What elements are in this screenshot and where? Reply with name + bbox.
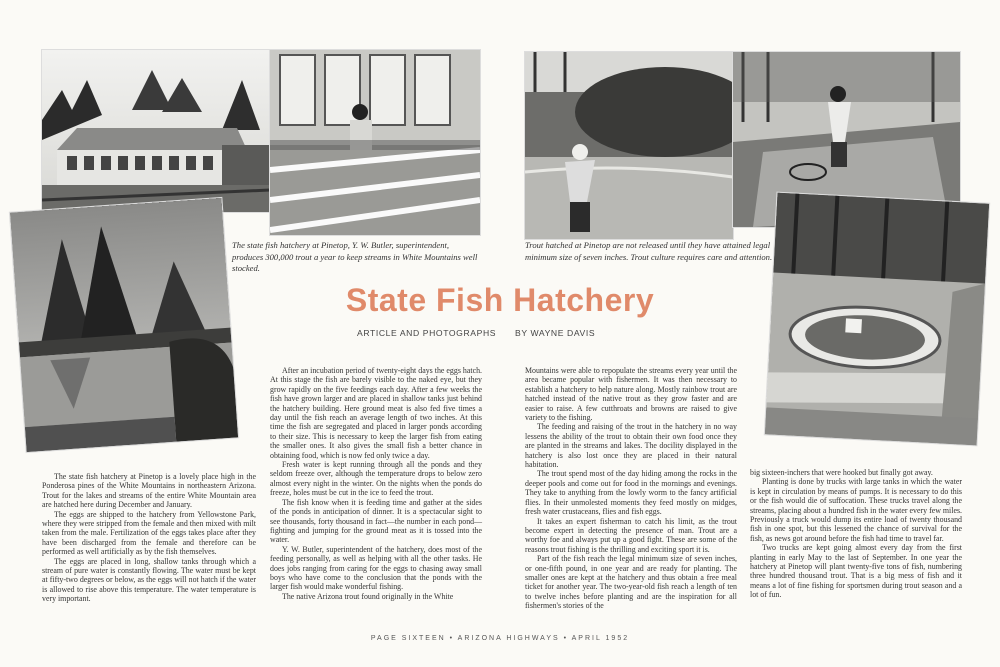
paragraph: Two trucks are kept going almost every day from the first planting in early May to the last of September. In one year the hatchery at Pinetop will plant twenty-five tons of fish, numbering three hundred thousand trout. That is a big mess of fish and it means a lot of fine fishing for sportsmen during trout season and a lot of fun. <box>750 543 962 600</box>
caption-hatchery: The state fish hatchery at Pinetop, Y. W. Butler, superintendent, produces 300,000 trout a year to keep streams in White Mountains well stocked. <box>232 240 478 273</box>
paragraph: big sixteen-inchers that were hooked but finally got away. <box>750 468 933 477</box>
paragraph: The feeding and raising of the trout in the hatchery in no way lessens the ability of the trout to obtain their own food once they are planted in the streams and lakes. The docility displayed in the hatchery is also lost once they are placed in their natural habitation. <box>525 422 737 470</box>
page-footer: PAGE SIXTEEN • ARIZONA HIGHWAYS • APRIL 1952 <box>370 635 630 642</box>
byline-article-photos: ARTICLE AND PHOTOGRAPHS <box>357 328 497 338</box>
paragraph: Y. W. Butler, superintendent of the hatchery, does most of the feeding personally, as well as helping with all the other tasks. He does jobs ranging from caring for the eggs to chasing away small boys who have come to the conclusion that the ponds with the larger fish would make wonderful fishing. <box>270 544 482 592</box>
photo-hatchery-building <box>42 50 270 212</box>
paragraph: It takes an expert fisherman to catch his limit, as the trout become expert in detecting the presence of man. Trout are a worthy foe and always put up a good fight. These are some of the reasons trout fishing is the thrilling and exciting sport it is. <box>525 516 737 554</box>
byline-author: BY WAYNE DAVIS <box>515 328 596 338</box>
photo-indoor-tanks <box>270 50 480 235</box>
photo-circular-pond <box>765 193 989 446</box>
caption-trout: Trout hatched at Pinetop are not released until they have attained legal minimum size of seven inches. Trout culture requires care and attention. <box>525 240 773 262</box>
paragraph: Part of the fish reach the legal minimum size of seven inches, or one-fifth pound, in one year and are ready for planting. The smaller ones are kept at the hatchery and thus obtain a free meal ticket for another year. The two-year-old fish reach a length of ten to twelve inches before planting and are the inspiration for all fishermen's stories of the <box>525 554 737 611</box>
photo-pond-pines <box>10 198 238 452</box>
paragraph: Mountains were able to repopulate the streams every year until the area became popular with fishermen. It was then necessary to establish a hatchery to help nature along. Mostly rainbow trout are hatched instead of the native trout as they grow faster and are easier to raise. A few cutthroats and browns are raised to give variety to the fishing. <box>525 366 737 423</box>
paragraph: Planting is done by trucks with large tanks in which the water is kept in circulation by means of pumps. It is necessary to do this or the fish would die of suffocation. These trucks travel along the streams, placing about a hundred fish in the water every few miles. Previously a truck would dump its entire load of twenty thousand fish in one spot, but this lessened the chance of survival for the fish, as news got around before the fish had time to travel far. <box>750 477 962 543</box>
article-column-3 <box>525 366 737 611</box>
article-title: State Fish Hatchery <box>345 282 655 318</box>
paragraph: The trout spend most of the day hiding among the rocks in the deeper pools and come out for food in the mornings and evenings. They take to anything from the lowly worm to the fancy artificial flies. In their unmolested moments they feed mostly on midges, fresh water crustaceans, flies and fish eggs. <box>525 469 737 517</box>
article-column-2 <box>270 366 482 601</box>
paragraph: The fish know when it is feeding time and gather at the sides of the ponds in anticipation of dinner. It is a spectacular sight to see thousands, forty thousand in fact—the number in each pond—fighting and jumping for the ground meat as it is tossed into the water. <box>270 497 482 545</box>
paragraph: Fresh water is kept running through all the ponds and they seldom freeze over, although the temperature drops to below zero almost every night in the winter. On the nights when the ponds do freeze, holes must be cut in the ice to feed the trout. <box>270 460 482 498</box>
paragraph: The eggs are shipped to the hatchery from Yellowstone Park, where they were stripped from the female and then mixed with milt taken from the male. Fertilization of the eggs takes place after they have been discharged from the female and therefore can be performed as well artificially as by the fish themselves. <box>42 509 256 557</box>
paragraph: The state fish hatchery at Pinetop is a lovely place high in the Ponderosa pines of the White Mountains in northeastern Arizona. Trout for the lakes and streams of the entire White Mountain area are hatched here during December and January. <box>42 472 256 510</box>
paragraph: The native Arizona trout found originally in the White <box>282 591 454 601</box>
paragraph: After an incubation period of twenty-eight days the eggs hatch. At this stage the fish are barely visible to the naked eye, but they grow rapidly on the five feedings each day. After a few weeks the fish have grown larger and are placed in shallow tanks just behind the hatchery building. Here ground meat is also fed five times a day until the fish reach an average length of two inches. At this time the fish are segregated and placed in larger ponds according to their size. This is necessary to keep the larger fish from eating the smaller ones. It also gives the small fish a better chance in obtaining food, which is now fed only twice a day. <box>270 366 482 460</box>
photo-man-at-stream <box>525 52 733 239</box>
paragraph: The eggs are placed in long, shallow tanks through which a stream of pure water is constantly flowing. The water must be kept at fifty-two degrees or below, as the eggs will not hatch if the water is allowed to rise above this temperature. The water temperature is very important. <box>42 556 256 604</box>
article-column-4 <box>750 468 962 600</box>
article-column-1 <box>42 472 256 604</box>
